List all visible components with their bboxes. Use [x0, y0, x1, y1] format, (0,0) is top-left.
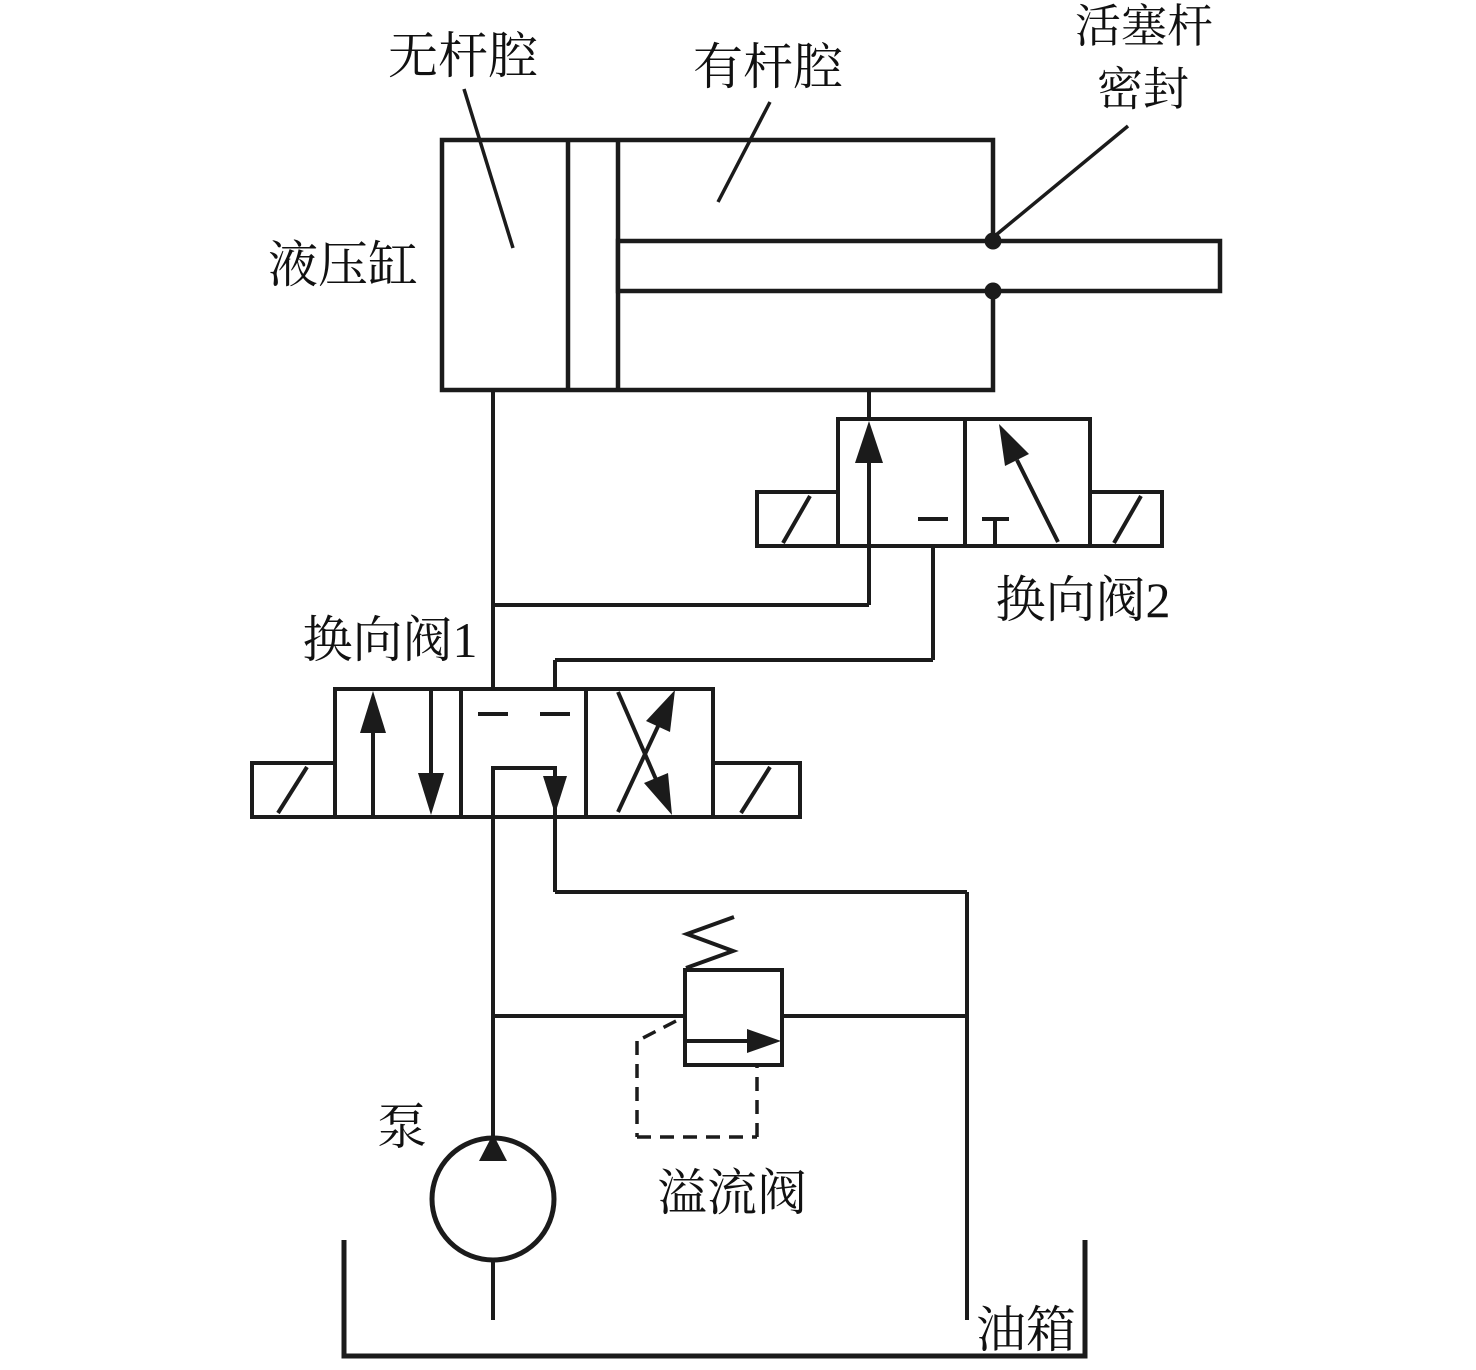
pump-icon [432, 1134, 554, 1260]
rod-chamber-label: 有杆腔 [693, 39, 843, 95]
piston-rod-seal-leader-line [996, 126, 1128, 235]
valve1-label: 换向阀1 [302, 612, 478, 668]
piston-rod [618, 241, 1220, 291]
directional-valve-1 [252, 689, 800, 817]
piston-rod-seal-label-line1: 活塞杆 [1075, 1, 1213, 52]
relief-valve-label: 溢流阀 [657, 1165, 807, 1221]
cylinder-label: 液压缸 [268, 237, 418, 293]
directional-valve-2 [757, 419, 1162, 546]
valve1-body [335, 689, 713, 817]
rod-seal-dot-bottom [985, 283, 1002, 300]
relief-valve-body [685, 970, 782, 1065]
hydraulic-cylinder [442, 140, 1220, 390]
rod-seal-dot-top [985, 233, 1002, 250]
pilot-diagonal [637, 1021, 676, 1041]
pump-label: 泵 [377, 1099, 427, 1155]
rodless-chamber-label: 无杆腔 [388, 28, 538, 84]
relief-valve [637, 917, 782, 1137]
oil-tank-label: 油箱 [976, 1302, 1076, 1358]
oil-tank-outline [344, 1240, 1085, 1356]
oil-tank [344, 1240, 1085, 1356]
valve2-label: 换向阀2 [995, 572, 1171, 628]
piston-rod-seal-label-line2: 密封 [1097, 64, 1189, 115]
relief-valve-spring-icon [686, 917, 734, 968]
